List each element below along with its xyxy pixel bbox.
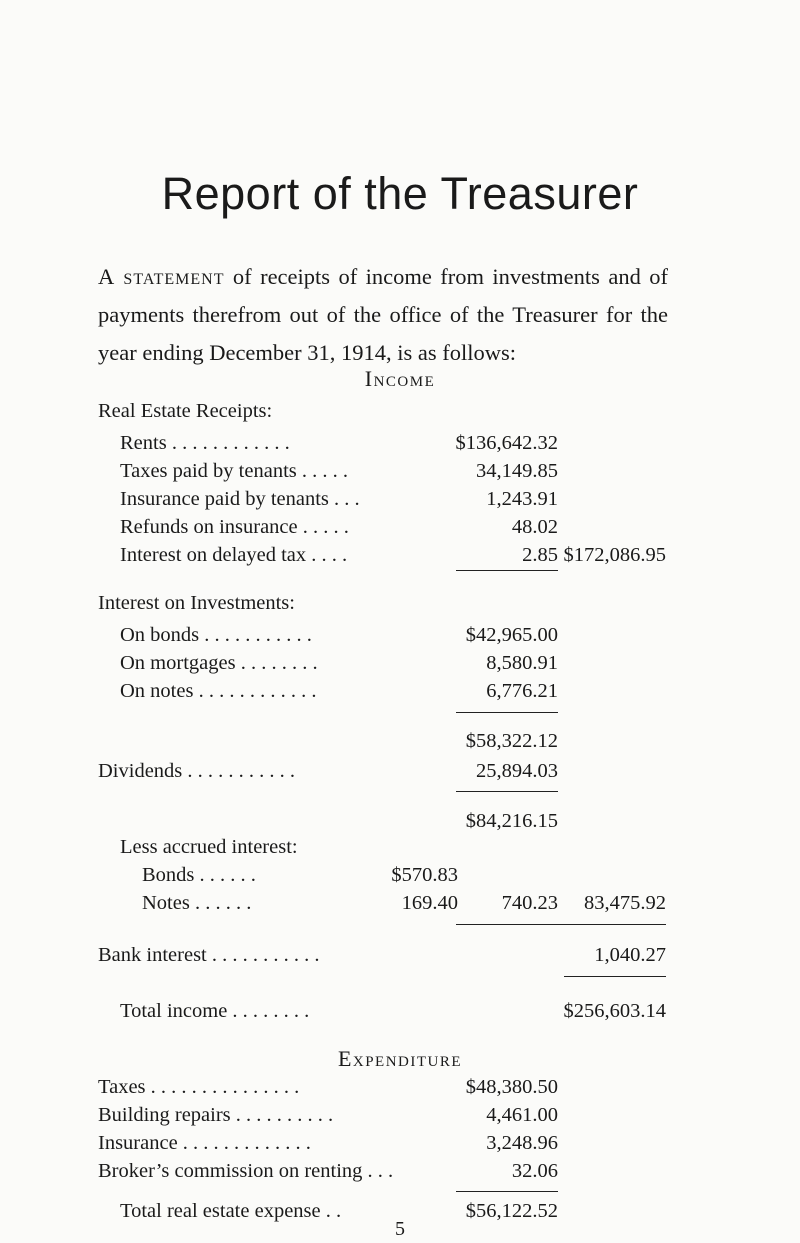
taxes-tenants-amount: 34,149.85 (476, 460, 558, 482)
less-bonds-label: Bonds . . . . . . (142, 864, 256, 886)
intro-paragraph (98, 258, 668, 372)
page-number: 5 (395, 1218, 405, 1240)
less-bonds-amount: $570.83 (391, 864, 458, 886)
dividends-label: Dividends . . . . . . . . . . . (98, 760, 296, 782)
rents-amount: $136,642.32 (455, 432, 558, 454)
investments-subtotal-2: $84,216.15 (465, 810, 558, 832)
expenditure-heading: Expenditure (337, 1046, 463, 1071)
income-heading: Income (364, 366, 436, 391)
exp-insurance-label: Insurance . . . . . . . . . . . . . (98, 1132, 311, 1154)
bonds-label: On bonds . . . . . . . . . . . (120, 624, 312, 646)
intro-lead: A statement (98, 264, 225, 289)
less-total: 740.23 (501, 892, 558, 914)
exp-building-amount: 4,461.00 (486, 1104, 558, 1126)
page-title: Report of the Treasurer (161, 168, 639, 219)
notes-amount: 6,776.21 (486, 680, 558, 702)
total-real-estate-expense-label: Total real estate expense . . (120, 1200, 342, 1222)
intro-text: of receipts of income from investments and of payments therefrom out of the office of the Treasurer for the year ending December 31, 1914, is as follows: (98, 264, 668, 365)
taxes-tenants-label: Taxes paid by tenants . . . . . (120, 460, 349, 482)
insurance-tenants-label: Insurance paid by tenants . . . (120, 488, 360, 510)
total-income-label: Total income . . . . . . . . (120, 1000, 310, 1022)
exp-insurance-amount: 3,248.96 (486, 1132, 558, 1154)
less-accrued-label: Less accrued interest: (120, 836, 298, 858)
investments-label: Interest on Investments: (98, 592, 295, 614)
insurance-tenants-amount: 1,243.91 (486, 488, 558, 510)
exp-taxes-amount: $48,380.50 (465, 1076, 558, 1098)
mortgages-label: On mortgages . . . . . . . . (120, 652, 318, 674)
bank-interest-label: Bank interest . . . . . . . . . . . (98, 944, 320, 966)
less-notes-label: Notes . . . . . . (142, 892, 252, 914)
exp-taxes-label: Taxes . . . . . . . . . . . . . . . (98, 1076, 300, 1098)
less-notes-amount: 169.40 (401, 892, 458, 914)
rule (456, 570, 558, 571)
interest-delayed-tax-label: Interest on delayed tax . . . . (120, 544, 348, 566)
bonds-amount: $42,965.00 (465, 624, 558, 646)
total-income-amount: $256,603.14 (563, 1000, 666, 1022)
bank-interest-amount: 1,040.27 (594, 944, 666, 966)
real-estate-total: $172,086.95 (563, 544, 666, 566)
investments-net-total: 83,475.92 (584, 892, 666, 914)
exp-broker-amount: 32.06 (511, 1160, 558, 1182)
refunds-insurance-amount: 48.02 (511, 516, 558, 538)
total-real-estate-expense-amount: $56,122.52 (465, 1200, 558, 1222)
exp-building-label: Building repairs . . . . . . . . . . (98, 1104, 334, 1126)
dividends-amount: 25,894.03 (476, 760, 558, 782)
refunds-insurance-label: Refunds on insurance . . . . . (120, 516, 349, 538)
rents-label: Rents . . . . . . . . . . . . (120, 432, 290, 454)
rule (564, 976, 666, 977)
rule (456, 791, 558, 792)
rule (456, 924, 666, 925)
interest-delayed-tax-amount: 2.85 (522, 544, 558, 566)
investments-subtotal: $58,322.12 (465, 730, 558, 752)
mortgages-amount: 8,580.91 (486, 652, 558, 674)
rule (456, 1191, 558, 1192)
exp-broker-label: Broker’s commission on renting . . . (98, 1160, 394, 1182)
notes-label: On notes . . . . . . . . . . . . (120, 680, 317, 702)
rule (456, 712, 558, 713)
real-estate-label: Real Estate Receipts: (98, 400, 273, 422)
